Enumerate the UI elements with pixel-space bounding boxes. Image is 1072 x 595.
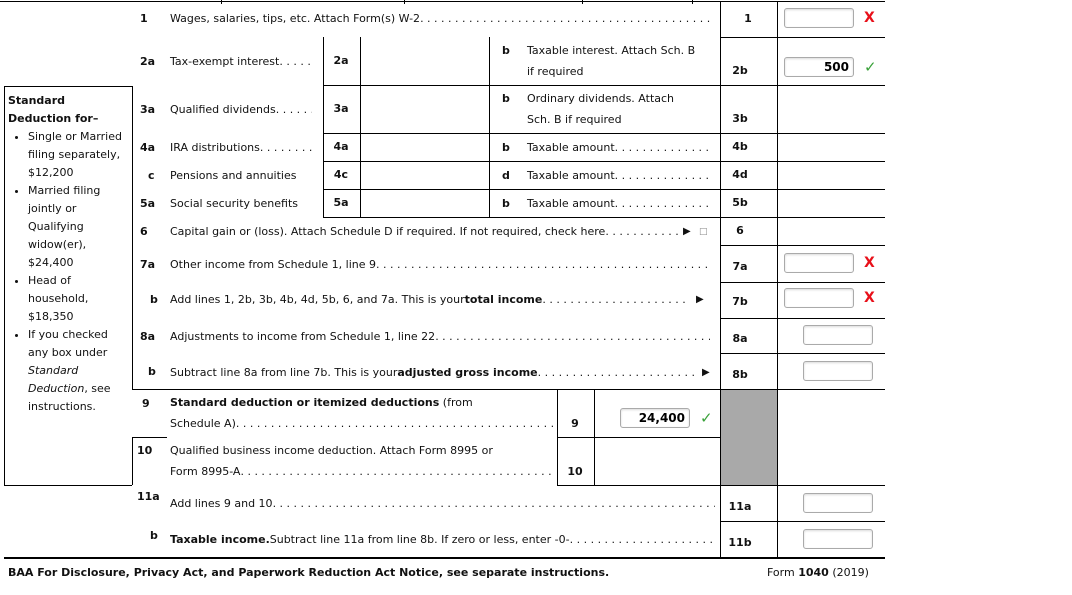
- box-label: 8a: [732, 332, 748, 345]
- sidebar-item: • Head of household, $18,350: [28, 272, 128, 326]
- line-number: d: [502, 169, 510, 182]
- correct-icon: ✓: [864, 58, 877, 76]
- line-9-input[interactable]: [620, 408, 690, 428]
- box-label: 4b: [732, 140, 748, 153]
- box-label: 7b: [732, 295, 748, 308]
- box-label: 5b: [732, 196, 748, 209]
- line-9-label: Schedule A) . . .: [170, 417, 553, 431]
- line-number: b: [502, 141, 510, 154]
- line-11a-input[interactable]: [803, 493, 873, 513]
- line-5a-label: Social security benefits: [170, 197, 298, 210]
- line-2a-label: Tax-exempt interest . . .: [170, 55, 310, 69]
- line-11a-label: Add lines 9 and 10 . . .: [170, 497, 715, 511]
- form-id: Form 1040 (2019): [767, 566, 869, 579]
- box-label: 4d: [732, 168, 748, 181]
- line-number: 4a: [140, 141, 156, 154]
- line-10-label: Form 8995-A . . .: [170, 465, 553, 479]
- line-number: b: [150, 529, 158, 542]
- line-number: 2a: [140, 55, 156, 68]
- line-4b-label: Taxable amount . . .: [527, 141, 710, 155]
- incorrect-icon: X: [864, 10, 875, 26]
- line-3b-label: Ordinary dividends. Attach: [527, 92, 675, 105]
- incorrect-icon: X: [864, 255, 875, 271]
- line-number: 11a: [137, 490, 160, 503]
- line-number: 1: [140, 12, 148, 25]
- line-number: 8a: [140, 330, 156, 343]
- line-8b-input[interactable]: [803, 361, 873, 381]
- line-1-input[interactable]: [784, 8, 854, 28]
- arrow-icon: ▶: [683, 226, 691, 237]
- line-number: b: [502, 197, 510, 210]
- line-2b-label: Taxable interest. Attach Sch. B: [527, 44, 696, 57]
- box-label: 4c: [333, 168, 349, 181]
- box-label: 2b: [732, 64, 748, 77]
- box-label: 4a: [333, 140, 349, 153]
- line-7b-input[interactable]: [784, 288, 854, 308]
- line-4a-label: IRA distributions . . .: [170, 141, 316, 155]
- line-11b-input[interactable]: [803, 529, 873, 549]
- line-7a-input[interactable]: [784, 253, 854, 273]
- sidebar-item: • Single or Married filing separately, $12,200: [28, 128, 128, 182]
- line-2a-input[interactable]: [362, 50, 487, 70]
- correct-icon: ✓: [700, 409, 713, 427]
- line-number: 7a: [140, 258, 156, 271]
- line-2b-label: if required: [527, 65, 584, 78]
- line-7a-label: Other income from Schedule 1, line 9 . . .: [170, 258, 710, 272]
- line-11b-label: Taxable income. Subtract line 11a from line 8b. If zero or less, enter -0- . . .: [170, 533, 715, 547]
- line-3a-label: Qualified dividends . . .: [170, 103, 312, 117]
- sidebar-title: Deduction for–: [8, 112, 99, 125]
- shaded-cell: [721, 390, 777, 485]
- line-6-checkbox[interactable]: □: [699, 227, 708, 237]
- line-1-label: Wages, salaries, tips, etc. Attach Form(s) W-2 . . .: [170, 12, 710, 26]
- box-label: 10: [567, 465, 583, 478]
- arrow-icon: ▶: [702, 367, 710, 378]
- line-7b-label: Add lines 1, 2b, 3b, 4b, 4d, 5b, 6, and 7a. This is your total income . . .: [170, 293, 690, 307]
- line-10-label: Qualified business income deduction. Attach Form 8995 or: [170, 444, 493, 457]
- line-number: 3a: [140, 103, 156, 116]
- line-number: 6: [140, 225, 148, 238]
- box-label: 9: [571, 417, 579, 430]
- box-label: 3b: [732, 112, 748, 125]
- arrow-icon: ▶: [696, 294, 704, 305]
- line-4d-label: Taxable amount . . .: [527, 169, 710, 183]
- box-label: 7a: [732, 260, 748, 273]
- box-label: 11b: [728, 536, 752, 549]
- line-2b-input[interactable]: [784, 57, 854, 77]
- sidebar-item: • Married filing jointly or Qualifying widow(er), $24,400: [28, 182, 128, 272]
- line-number: b: [148, 365, 156, 378]
- footer-notice: BAA For Disclosure, Privacy Act, and Paperwork Reduction Act Notice, see separate instructions.: [8, 566, 610, 579]
- standard-deduction-sidebar: [8, 92, 128, 416]
- box-label: 8b: [732, 368, 748, 381]
- line-number: b: [502, 44, 510, 57]
- line-3a-input[interactable]: [362, 98, 487, 118]
- line-number: c: [148, 169, 155, 182]
- line-number: b: [150, 293, 158, 306]
- line-8a-input[interactable]: [803, 325, 873, 345]
- line-5b-label: Taxable amount . . .: [527, 197, 710, 211]
- box-label: 1: [744, 12, 752, 25]
- line-4c-label: Pensions and annuities: [170, 169, 297, 182]
- box-label: 6: [736, 224, 744, 237]
- sidebar-title: Standard: [8, 94, 66, 107]
- sidebar-item: • If you checked any box under Standard Deduction, see instructions.: [28, 326, 128, 416]
- box-label: 2a: [333, 54, 349, 67]
- box-label: 3a: [333, 102, 349, 115]
- line-number: 10: [137, 444, 153, 457]
- line-3b-label: Sch. B if required: [527, 113, 622, 126]
- line-8a-label: Adjustments to income from Schedule 1, line 22 . . .: [170, 330, 710, 344]
- box-label: 11a: [728, 500, 752, 513]
- line-number: 9: [142, 397, 150, 410]
- line-number: b: [502, 92, 510, 105]
- box-label: 5a: [333, 196, 349, 209]
- line-number: 5a: [140, 197, 156, 210]
- incorrect-icon: X: [864, 290, 875, 306]
- line-6-label: Capital gain or (loss). Attach Schedule D if required. If not required, check here . . .: [170, 225, 680, 239]
- line-9-label: Standard deduction or itemized deductions (from: [170, 396, 473, 409]
- line-8b-label: Subtract line 8a from line 7b. This is your adjusted gross income . . .: [170, 366, 696, 380]
